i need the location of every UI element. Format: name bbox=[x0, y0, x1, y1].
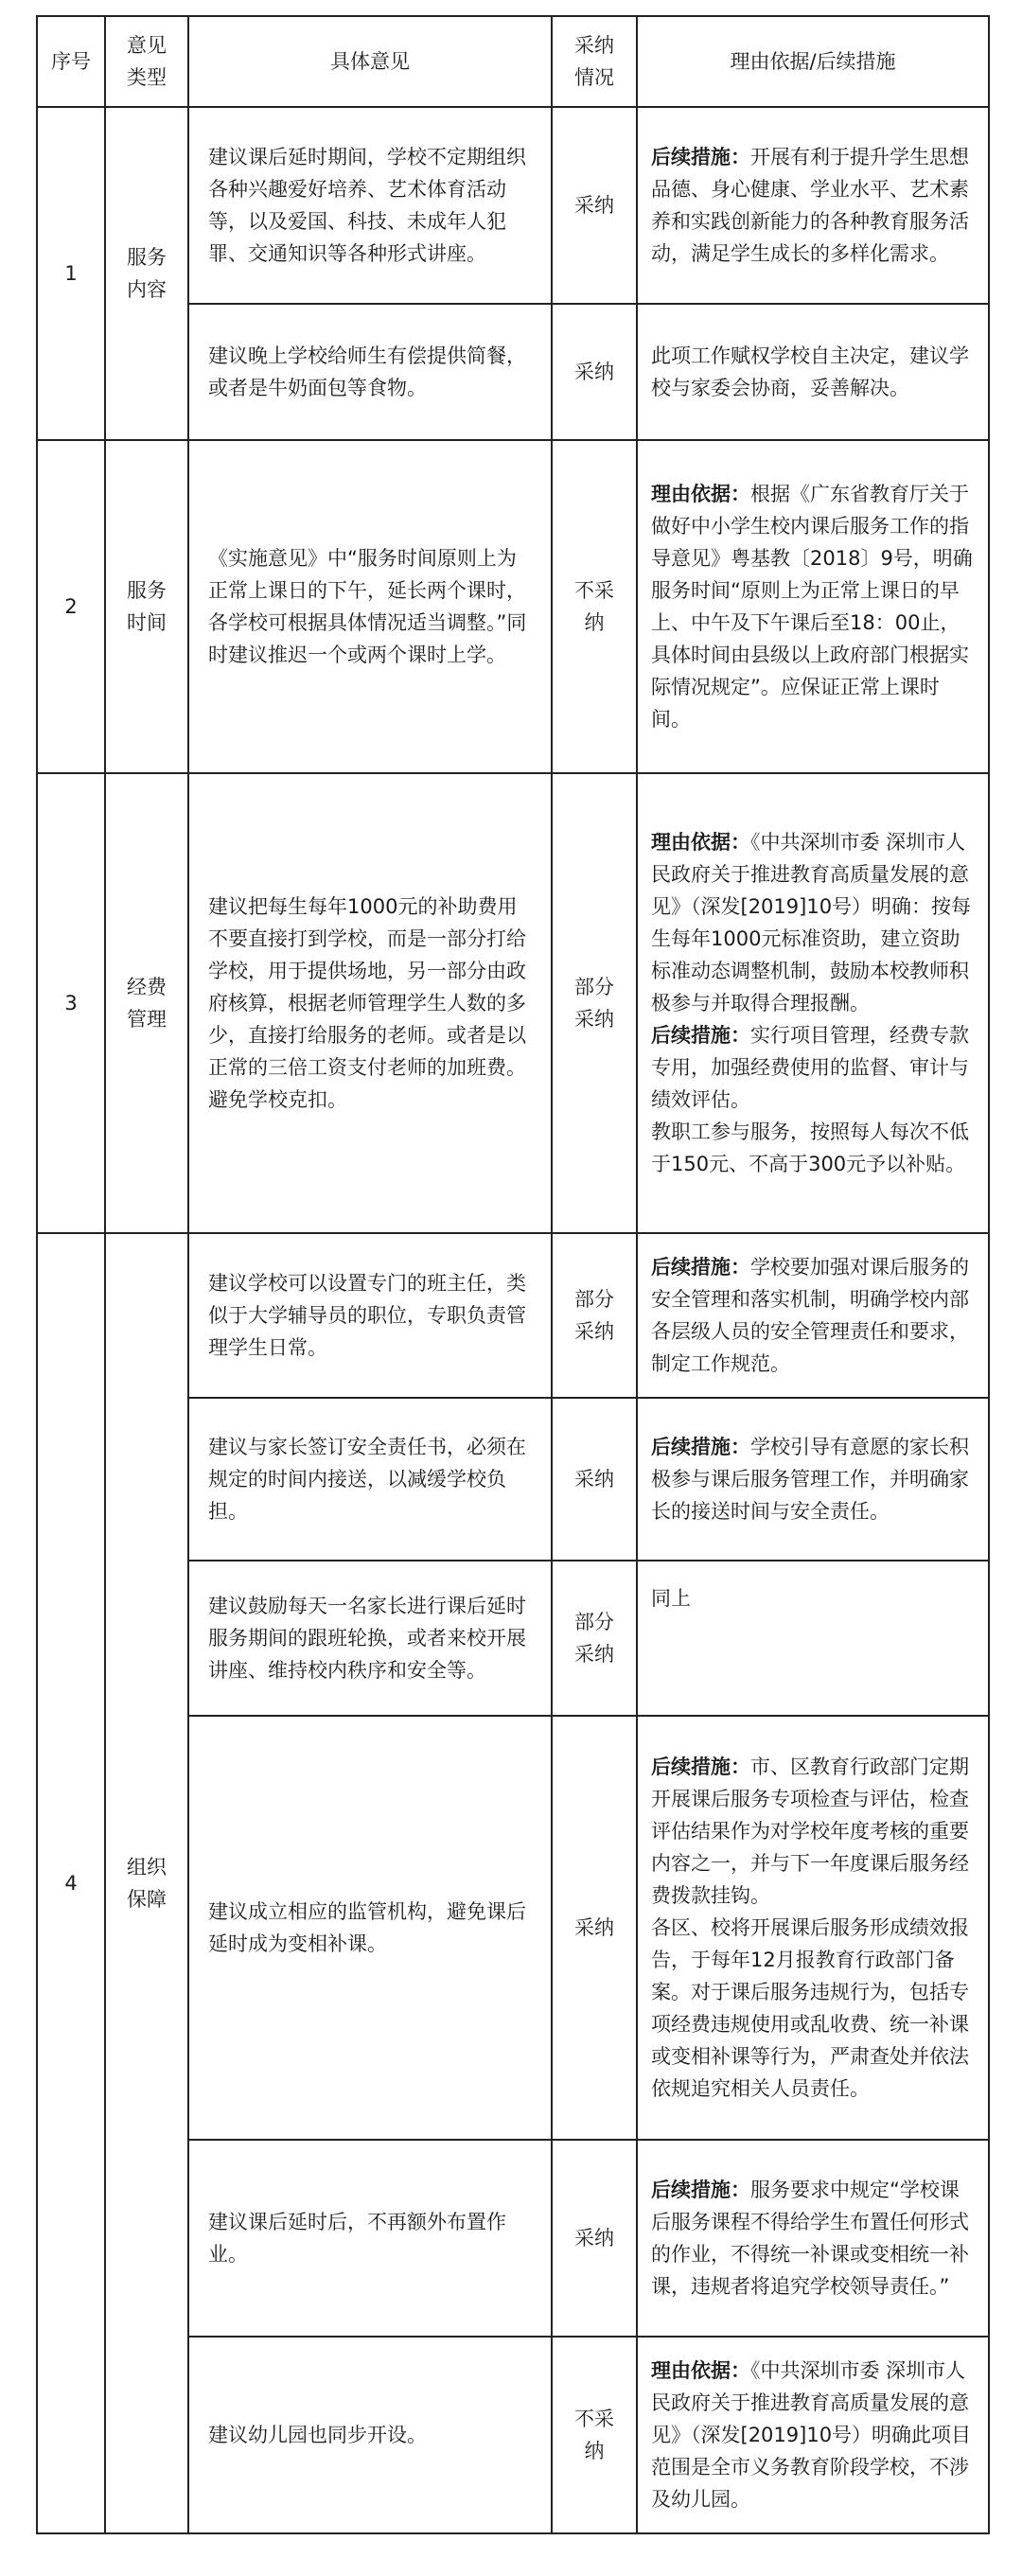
opinion-text: 建议鼓励每天一名家长进行课后延时服务期间的跟班轮换，或者来校开展讲座、维持校内秩序和安全等。 bbox=[188, 1561, 552, 1716]
header-type: 意见类型 bbox=[105, 16, 188, 107]
row-number: 4 bbox=[37, 1233, 105, 2533]
reason-text: 同上 bbox=[637, 1561, 989, 1716]
opinion-text: 建议把每生每年1000元的补助费用不要直接打到学校，而是一部分打给学校，用于提供场地，另一部分由政府核算，根据老师管理学生人数的多少，直接打给服务的老师。或者是以正常的三倍工资支付老师的加班费。避免学校克扣。 bbox=[188, 773, 552, 1233]
adoption-status: 部分采纳 bbox=[552, 1233, 637, 1398]
opinion-text: 建议幼儿园也同步开设。 bbox=[188, 2337, 552, 2533]
reason-text: 理由依据：《中共深圳市委 深圳市人民政府关于推进教育高质量发展的意见》（深发[2019]10号）明确：按每生每年1000元标准资助，建立资助标准动态调整机制，鼓励本校教师积极参与并取得合理报酬。 后续措施：实行项目管理，经费专款专用，加强经费使用的监督、审计与绩效评估。 教职工参与服务，按照每人每次不低于150元、不高于300元予以补贴。 bbox=[637, 773, 989, 1233]
adoption-status: 采纳 bbox=[552, 107, 637, 304]
adoption-status: 采纳 bbox=[552, 304, 637, 440]
reason-text: 后续措施：开展有利于提升学生思想品德、身心健康、学业水平、艺术素养和实践创新能力的各种教育服务活动，满足学生成长的多样化需求。 bbox=[637, 107, 989, 304]
opinion-text: 建议学校可以设置专门的班主任，类似于大学辅导员的职位，专职负责管理学生日常。 bbox=[188, 1233, 552, 1398]
header-seq: 序号 bbox=[37, 16, 105, 107]
opinion-text: 建议与家长签订安全责任书，必须在规定的时间内接送，以减缓学校负担。 bbox=[188, 1398, 552, 1561]
table-row bbox=[37, 773, 989, 1233]
opinion-type: 组织保障 bbox=[105, 1233, 188, 2533]
header-opinion: 具体意见 bbox=[188, 16, 552, 107]
adoption-status: 部分采纳 bbox=[552, 1561, 637, 1716]
table-header-row bbox=[37, 16, 989, 107]
reason-text: 后续措施：学校引导有意愿的家长积极参与课后服务管理工作，并明确家长的接送时间与安全责任。 bbox=[637, 1398, 989, 1561]
reason-text: 理由依据：根据《广东省教育厅关于做好中小学生校内课后服务工作的指导意见》粤基教〔2018〕9号，明确服务时间“原则上为正常上课日的早上、中午及下午课后至18：00止，具体时间由县级以上政府部门根据实际情况规定”。应保证正常上课时间。 bbox=[637, 440, 989, 773]
reason-text: 此项工作赋权学校自主决定，建议学校与家委会协商，妥善解决。 bbox=[637, 304, 989, 440]
row-number: 1 bbox=[37, 107, 105, 440]
opinion-table bbox=[36, 15, 990, 2534]
reason-text: 理由依据：《中共深圳市委 深圳市人民政府关于推进教育高质量发展的意见》（深发[2019]10号）明确此项目范围是全市义务教育阶段学校，不涉及幼儿园。 bbox=[637, 2337, 989, 2533]
table-row bbox=[37, 1233, 989, 1398]
opinion-text: 建议课后延时后，不再额外布置作业。 bbox=[188, 2140, 552, 2337]
adoption-status: 不采纳 bbox=[552, 440, 637, 773]
adoption-status: 采纳 bbox=[552, 2140, 637, 2337]
opinion-type: 服务时间 bbox=[105, 440, 188, 773]
row-number: 3 bbox=[37, 773, 105, 1233]
reason-text: 后续措施：市、区教育行政部门定期开展课后服务专项检查与评估，检查评估结果作为对学校年度考核的重要内容之一，并与下一年度课后服务经费拨款挂钩。 各区、校将开展课后服务形成绩效报告，于每年12月报教育行政部门备案。对于课后服务违规行为，包括专项经费违规使用或乱收费、统一补课或变相补课等行为，严肃查处并依法依规追究相关人员责任。 bbox=[637, 1716, 989, 2140]
adoption-status: 采纳 bbox=[552, 1716, 637, 2140]
adoption-status: 采纳 bbox=[552, 1398, 637, 1561]
table-row bbox=[37, 107, 989, 304]
header-adopt: 采纳情况 bbox=[552, 16, 637, 107]
adoption-status: 部分采纳 bbox=[552, 773, 637, 1233]
reason-text: 后续措施：服务要求中规定“学校课后服务课程不得给学生布置任何形式的作业，不得统一补课或变相统一补课，违规者将追究学校领导责任。” bbox=[637, 2140, 989, 2337]
row-number: 2 bbox=[37, 440, 105, 773]
opinion-text: 建议成立相应的监管机构，避免课后延时成为变相补课。 bbox=[188, 1716, 552, 2140]
table-row bbox=[37, 440, 989, 773]
opinion-type: 经费管理 bbox=[105, 773, 188, 1233]
opinion-text: 《实施意见》中“服务时间原则上为正常上课日的下午，延长两个课时，各学校可根据具体情况适当调整。”同时建议推迟一个或两个课时上学。 bbox=[188, 440, 552, 773]
opinion-text: 建议晚上学校给师生有偿提供简餐，或者是牛奶面包等食物。 bbox=[188, 304, 552, 440]
header-reason: 理由依据/后续措施 bbox=[637, 16, 989, 107]
opinion-type: 服务内容 bbox=[105, 107, 188, 440]
opinion-text: 建议课后延时期间，学校不定期组织各种兴趣爱好培养、艺术体育活动等，以及爱国、科技、未成年人犯罪、交通知识等各种形式讲座。 bbox=[188, 107, 552, 304]
reason-text: 后续措施：学校要加强对课后服务的安全管理和落实机制，明确学校内部各层级人员的安全管理责任和要求，制定工作规范。 bbox=[637, 1233, 989, 1398]
adoption-status: 不采纳 bbox=[552, 2337, 637, 2533]
